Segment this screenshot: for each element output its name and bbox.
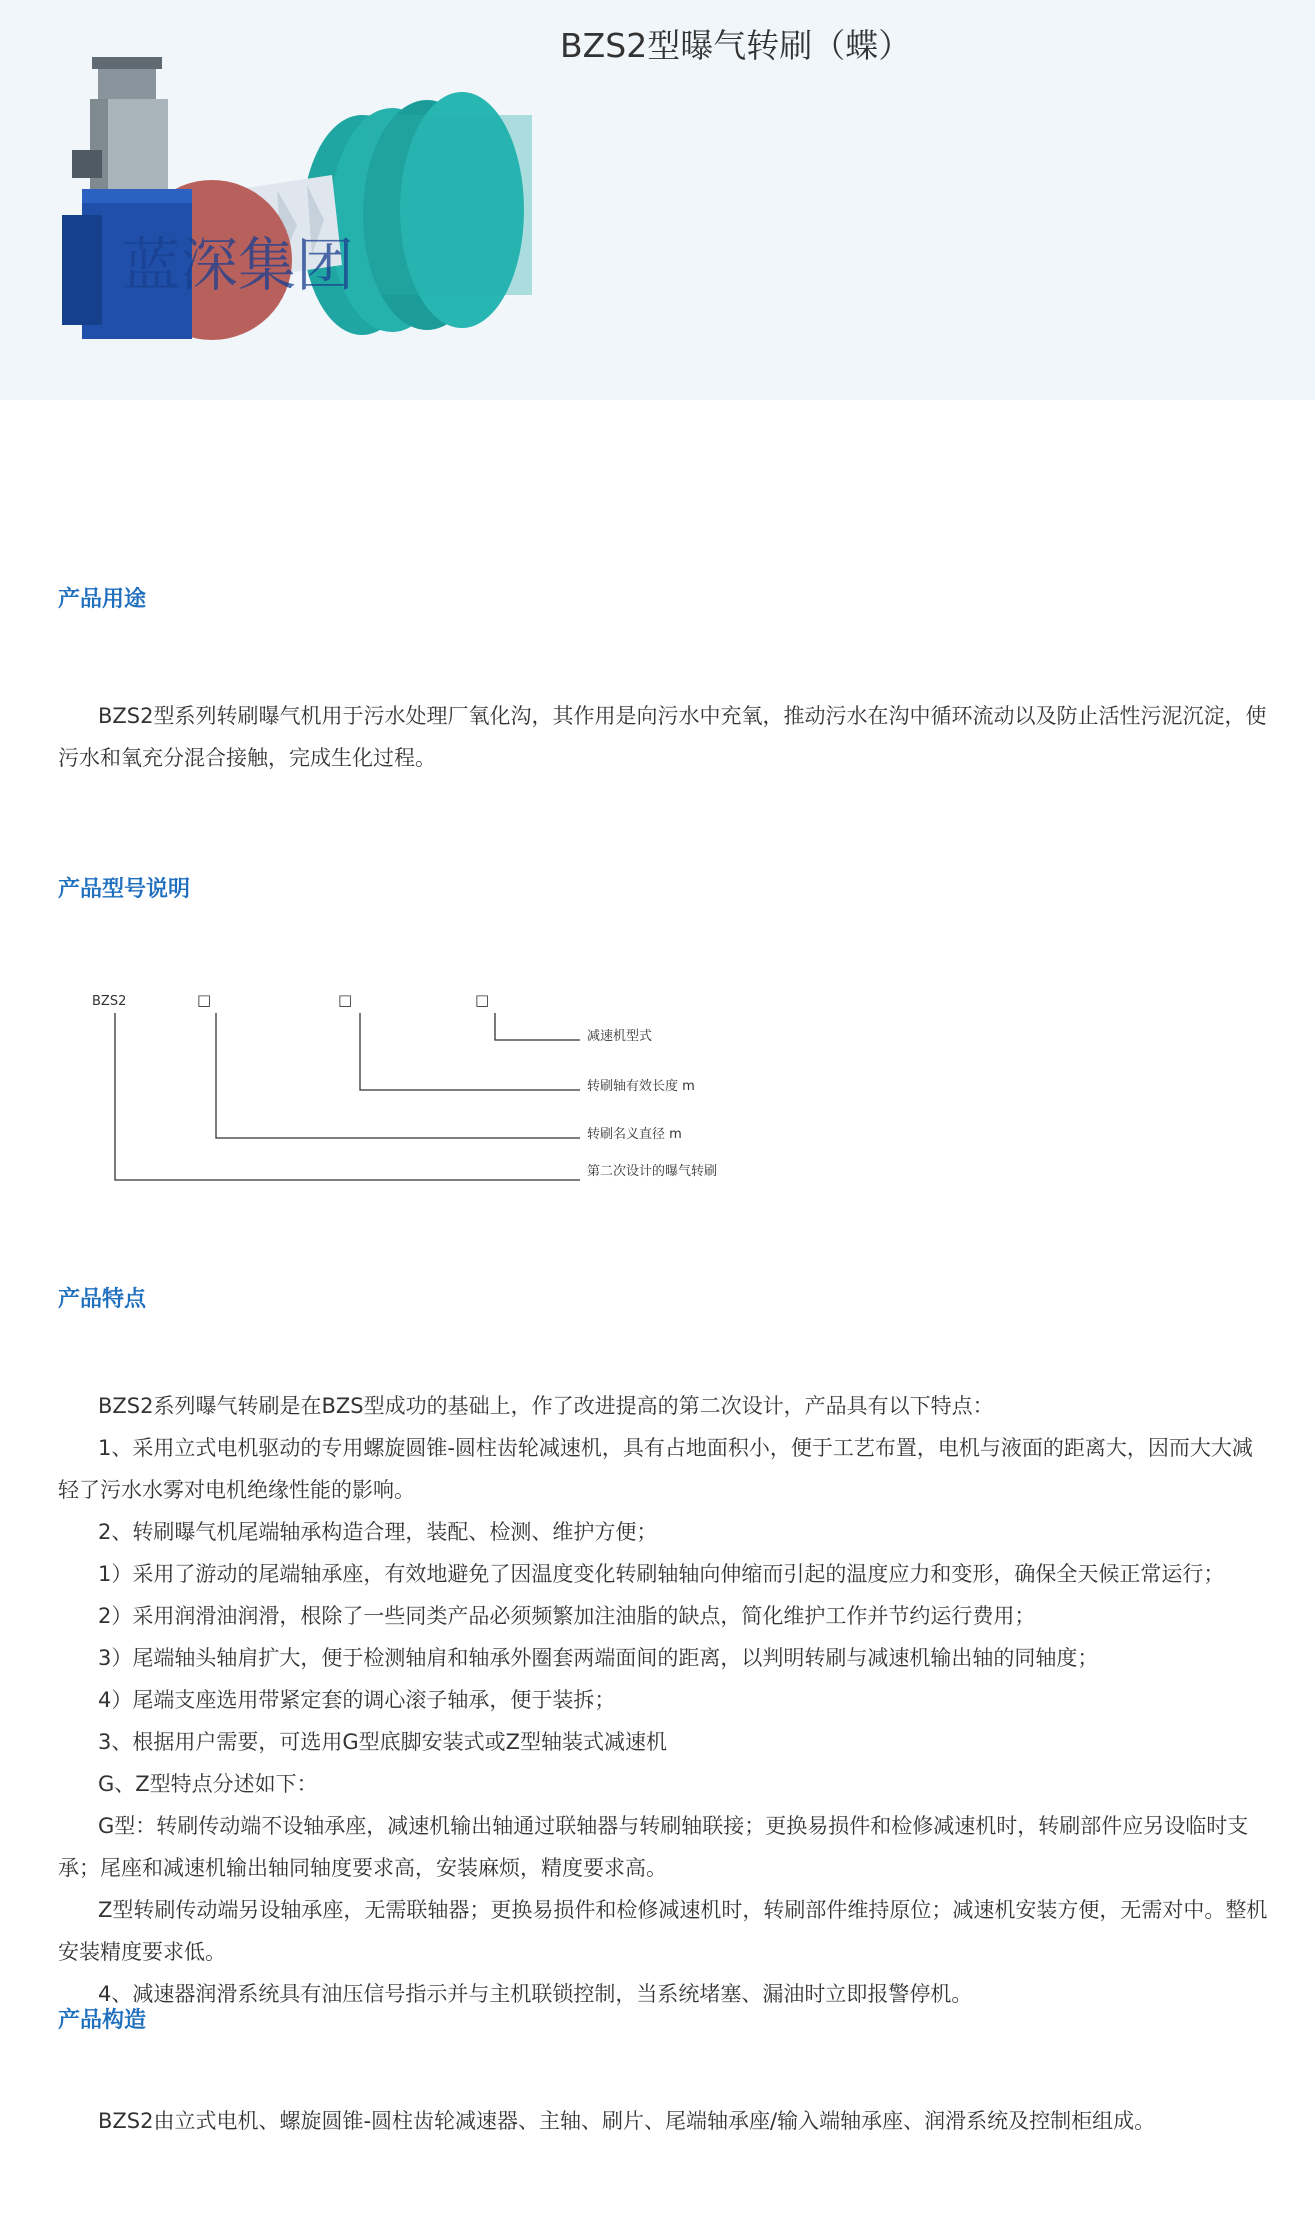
feature-line: 3）尾端轴头轴肩扩大，便于检测轴肩和轴承外圈套两端面间的距离，以判明转刷与减速机输出轴的同轴度； (98, 1646, 1099, 1670)
model-label-length: 转刷轴有效长度 m (587, 1079, 695, 1094)
motor (72, 57, 168, 189)
usage-paragraph: BZS2型系列转刷曝气机用于污水处理厂氧化沟，其作用是向污水中充氧，推动污水在沟中循环流动以及防止活性污泥沉淀，使污水和氧充分混合接触，完成生化过程。 (58, 704, 1267, 770)
watermark: 蓝深集团 (122, 231, 355, 299)
model-box-1: □ (197, 991, 212, 1009)
feature-line: 3、根据用户需要，可选用G型底脚安装式或Z型轴装式减速机 (98, 1730, 668, 1754)
feature-line: Z型转刷传动端另设轴承座，无需联轴器；更换易损件和检修减速机时，转刷部件维持原位；减速机安装方便，无需对中。整机安装精度要求低。 (58, 1898, 1268, 1964)
section-heading-features: 产品特点 (58, 1287, 147, 1312)
model-box-2: □ (338, 991, 353, 1009)
model-diagram (80, 985, 780, 1190)
usage-text (58, 695, 1273, 779)
feature-line: 1、采用立式电机驱动的专用螺旋圆锥-圆柱齿轮减速机，具有占地面积小，便于工艺布置，电机与液面的距离大，因而大大减轻了污水水雾对电机绝缘性能的影响。 (58, 1436, 1253, 1502)
feature-line: 4）尾端支座选用带紧定套的调心滚子轴承，便于装拆； (98, 1688, 616, 1712)
model-label-diameter: 转刷名义直径 m (587, 1127, 682, 1142)
feature-line: G、Z型特点分述如下： (98, 1772, 318, 1796)
structure-text (58, 2100, 1273, 2142)
feature-line: G型：转刷传动端不设轴承座，减速机输出轴通过联轴器与转刷轴联接；更换易损件和检修减速机时，转刷部件应另设临时支承；尾座和减速机输出轴同轴度要求高，安装麻烦，精度要求高。 (58, 1814, 1249, 1880)
feature-line: BZS2系列曝气转刷是在BZS型成功的基础上，作了改进提高的第二次设计，产品具有以下特点： (98, 1394, 994, 1418)
feature-line: 2、转刷曝气机尾端轴承构造合理，装配、检测、维护方便； (98, 1520, 658, 1544)
feature-line: 1）采用了游动的尾端轴承座，有效地避免了因温度变化转刷轴轴向伸缩而引起的温度应力和变形，确保全天候正常运行； (98, 1562, 1225, 1586)
product-header (0, 0, 1315, 400)
model-prefix: BZS2 (92, 994, 127, 1009)
feature-line: 2）采用润滑油润滑，根除了一些同类产品必须频繁加注油脂的缺点，简化维护工作并节约运行费用； (98, 1604, 1036, 1628)
structure-paragraph: BZS2由立式电机、螺旋圆锥-圆柱齿轮减速器、主轴、刷片、尾端轴承座/输入端轴承座、润滑系统及控制柜组成。 (98, 2109, 1156, 2133)
leader-lines (115, 1013, 580, 1180)
product-photo (62, 55, 532, 355)
page-title: BZS2型曝气转刷（蝶） (560, 26, 912, 65)
feature-line: 4、减速器润滑系统具有油压信号指示并与主机联锁控制，当系统堵塞、漏油时立即报警停机。 (98, 1982, 973, 2006)
section-heading-structure: 产品构造 (58, 2008, 147, 2033)
model-label-design: 第二次设计的曝气转刷 (587, 1164, 718, 1179)
model-label-reducer: 减速机型式 (587, 1029, 653, 1044)
section-heading-model: 产品型号说明 (58, 877, 191, 902)
features-text (58, 1385, 1273, 2015)
model-box-3: □ (475, 991, 490, 1009)
section-heading-usage: 产品用途 (58, 587, 147, 612)
